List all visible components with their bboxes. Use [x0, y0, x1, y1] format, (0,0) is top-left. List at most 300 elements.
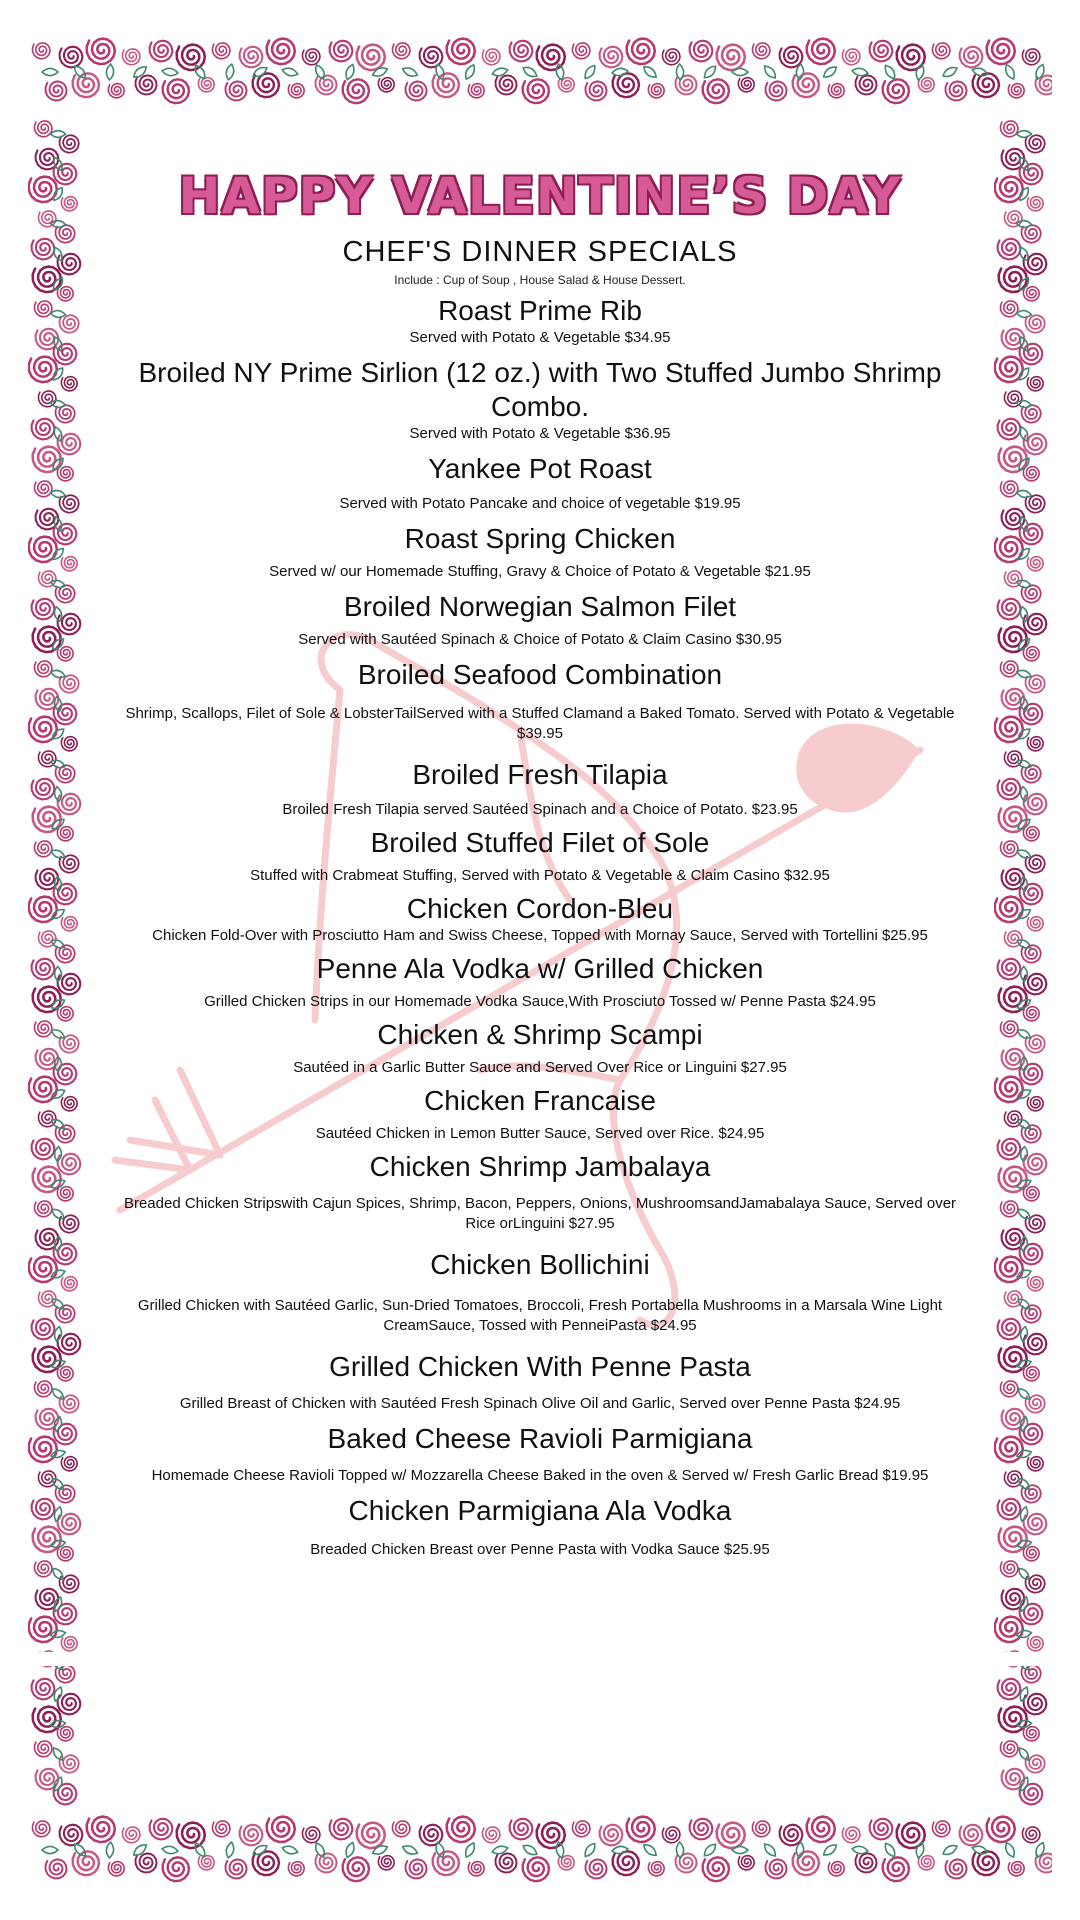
swirl-rose-icon	[766, 1859, 787, 1878]
menu-item	[100, 1494, 980, 1560]
swirl-rose-icon	[843, 1827, 861, 1843]
swirl-rose-icon	[57, 1187, 73, 1201]
menu-item-description: Served with Potato Pancake and choice of vegetable $19.95	[339, 495, 741, 512]
swirl-rose-icon	[1027, 197, 1043, 211]
swirl-rose-icon	[1023, 1827, 1041, 1843]
menu-item-name: Baked Cheese Ravioli Parmigiana	[327, 1423, 753, 1454]
leaf-icon	[1016, 1297, 1032, 1312]
swirl-rose-icon	[60, 47, 83, 68]
swirl-rose-icon	[60, 315, 79, 333]
swirl-rose-icon	[1027, 1637, 1043, 1651]
menu-item	[100, 1150, 980, 1234]
menu-item	[100, 892, 980, 946]
leaf-icon	[1016, 546, 1031, 561]
swirl-rose-icon	[1001, 661, 1019, 677]
swirl-rose-icon	[150, 1819, 173, 1840]
leaf-icon	[1016, 1207, 1032, 1221]
swirl-rose-icon	[703, 1857, 729, 1881]
swirl-rose-icon	[1027, 1097, 1043, 1111]
swirl-rose-icon	[330, 41, 353, 62]
swirl-rose-icon	[1027, 1457, 1043, 1471]
swirl-rose-icon	[54, 1064, 77, 1085]
swirl-rose-icon	[780, 47, 803, 68]
leaf-icon	[1034, 1841, 1046, 1859]
leaf-icon	[732, 68, 748, 75]
leaf-icon	[941, 65, 958, 79]
swirl-rose-icon	[447, 39, 475, 65]
swirl-rose-icon	[1023, 1547, 1039, 1561]
swirl-rose-icon	[433, 1851, 459, 1875]
swirl-rose-icon	[406, 1859, 427, 1878]
menu-item-name: Roast Prime Rib	[438, 295, 642, 326]
swirl-rose-icon	[35, 1201, 53, 1217]
leaf-icon	[1016, 220, 1031, 228]
swirl-rose-icon	[753, 43, 771, 59]
swirl-rose-icon	[1020, 1604, 1043, 1625]
menu-item-description: Served with Potato & Vegetable $36.95	[409, 425, 671, 442]
leaf-icon	[371, 66, 389, 79]
swirl-rose-icon	[600, 1825, 623, 1846]
swirl-rose-icon	[1001, 1561, 1019, 1577]
leaf-icon	[1016, 1566, 1031, 1582]
leaf-icon	[1016, 1178, 1032, 1190]
swirl-rose-icon	[267, 39, 295, 65]
swirl-rose-icon	[998, 779, 1021, 800]
menu-item	[100, 356, 980, 444]
swirl-rose-icon	[995, 1257, 1023, 1283]
menu-item-name: Broiled Seafood Combination	[357, 659, 723, 690]
menu-item	[100, 522, 980, 582]
leaf-icon	[51, 1746, 65, 1762]
swirl-rose-icon	[523, 1857, 549, 1881]
swirl-rose-icon	[32, 779, 55, 800]
leaf-icon	[702, 64, 718, 81]
swirl-rose-icon	[303, 1827, 321, 1843]
swirl-rose-icon	[357, 45, 385, 71]
swirl-rose-icon	[177, 1823, 205, 1849]
swirl-rose-icon	[627, 1817, 655, 1843]
swirl-rose-icon	[60, 135, 79, 153]
menu-item-description: Stuffed with Crabmeat Stuffing, Served with Potato & Vegetable & Claim Casino $32.95	[250, 867, 830, 884]
leaf-icon	[50, 1386, 66, 1401]
swirl-rose-icon	[357, 1823, 385, 1849]
rose-border-bottom	[28, 1806, 1052, 1892]
leaf-icon	[106, 64, 114, 80]
swirl-rose-icon	[1020, 1424, 1043, 1445]
swirl-rose-icon	[35, 841, 53, 857]
swirl-rose-icon	[54, 1604, 77, 1625]
menu-item	[100, 294, 980, 348]
swirl-rose-icon	[33, 1707, 61, 1733]
leaf-icon	[132, 1842, 149, 1858]
swirl-rose-icon	[32, 1499, 55, 1520]
rose-border-top	[28, 28, 1052, 114]
swirl-rose-icon	[613, 73, 639, 97]
swirl-rose-icon	[57, 1007, 73, 1021]
swirl-rose-icon	[918, 78, 934, 92]
leaf-icon	[50, 1476, 65, 1491]
leaf-icon	[51, 366, 66, 382]
swirl-rose-icon	[1026, 135, 1045, 153]
leaf-icon	[344, 1841, 356, 1858]
swirl-rose-icon	[987, 39, 1015, 65]
leaf-icon	[1016, 310, 1032, 318]
leaf-icon	[883, 1841, 898, 1858]
leaf-icon	[1034, 63, 1046, 81]
swirl-rose-icon	[1020, 884, 1043, 905]
swirl-rose-icon	[1026, 315, 1045, 333]
menu-item-description: Grilled Chicken with Sautéed Garlic, Sun-Dried Tomatoes, Broccoli, Fresh Portabella Mushrooms in a Marsala Wine Light CreamSauce, Tossed with PenneiPasta $24.95	[137, 1297, 943, 1334]
menu-item-name: Chicken & Shrimp Scampi	[377, 1019, 703, 1050]
menu-item-description: Breaded Chicken Stripswith Cajun Spices, Shrimp, Bacon, Peppers, Onions, MushroomsandJamabalaya Sauce, Served over Rice orLinguini $27.95	[123, 1195, 957, 1232]
swirl-rose-icon	[856, 1853, 877, 1872]
swirl-rose-icon	[1024, 254, 1047, 275]
swirl-rose-icon	[918, 1856, 934, 1870]
leaf-icon	[225, 63, 235, 80]
swirl-rose-icon	[1001, 1021, 1019, 1037]
leaf-icon	[463, 1841, 477, 1859]
swirl-rose-icon	[468, 1862, 484, 1876]
swirl-rose-icon	[483, 49, 501, 65]
swirl-rose-icon	[54, 1784, 77, 1805]
menu-item	[100, 952, 980, 1012]
swirl-rose-icon	[54, 1244, 77, 1265]
menu-item-name: Broiled NY Prime Sirlion (12 oz.) with Two Stuffed Jumbo Shrimp Combo.	[138, 357, 942, 422]
swirl-rose-icon	[1020, 1784, 1043, 1805]
menu-item-description: Chicken Fold-Over with Prosciutto Ham and Swiss Cheese, Topped with Mornay Sauce, Served with Tortellini $25.95	[152, 927, 928, 944]
swirl-rose-icon	[29, 177, 57, 203]
leaf-icon	[582, 1841, 597, 1858]
swirl-rose-icon	[32, 419, 55, 440]
swirl-rose-icon	[61, 1637, 77, 1651]
swirl-rose-icon	[57, 1547, 73, 1561]
swirl-rose-icon	[123, 49, 141, 65]
swirl-rose-icon	[150, 41, 173, 62]
leaf-icon	[1016, 1117, 1032, 1131]
menu-item	[100, 1422, 980, 1486]
menu-item-name: Roast Spring Chicken	[404, 523, 676, 554]
swirl-rose-icon	[1027, 377, 1043, 391]
swirl-rose-icon	[316, 75, 337, 94]
menu-item	[100, 758, 980, 820]
leaf-icon	[401, 1843, 419, 1856]
leaf-icon	[225, 1841, 235, 1858]
swirl-rose-icon	[1027, 1277, 1043, 1291]
swirl-rose-icon	[998, 239, 1021, 260]
leaf-icon	[555, 1841, 565, 1858]
swirl-rose-icon	[1001, 301, 1019, 317]
swirl-rose-icon	[61, 197, 77, 211]
swirl-rose-icon	[1001, 481, 1019, 497]
swirl-rose-icon	[1001, 121, 1019, 137]
leaf-icon	[281, 1844, 298, 1855]
leaf-icon	[582, 63, 597, 80]
leaf-icon	[1016, 1386, 1032, 1401]
swirl-rose-icon	[61, 737, 77, 751]
swirl-rose-icon	[1020, 1244, 1043, 1265]
menu-item-name: Grilled Chicken With Penne Pasta	[329, 1351, 751, 1382]
swirl-rose-icon	[57, 1727, 73, 1741]
leaf-icon	[1016, 1476, 1031, 1491]
leaf-icon	[50, 1178, 66, 1190]
swirl-rose-icon	[648, 84, 664, 98]
swirl-rose-icon	[406, 81, 427, 100]
swirl-rose-icon	[999, 267, 1027, 293]
leaf-icon	[313, 63, 327, 81]
swirl-rose-icon	[883, 79, 909, 103]
menu-item-name: Penne Ala Vodka w/ Grilled Chicken	[316, 953, 764, 984]
swirl-rose-icon	[998, 1499, 1021, 1520]
menu-items	[100, 294, 980, 1560]
swirl-rose-icon	[998, 1139, 1021, 1160]
menu-item-name: Broiled Fresh Tilapia	[412, 759, 668, 790]
menu-item	[100, 1248, 980, 1336]
menu-item-name: Yankee Pot Roast	[428, 453, 652, 484]
swirl-rose-icon	[1023, 287, 1039, 301]
swirl-rose-icon	[1001, 1741, 1019, 1757]
leaf-icon	[371, 1844, 389, 1857]
swirl-rose-icon	[198, 78, 214, 92]
swirl-rose-icon	[35, 121, 53, 137]
swirl-rose-icon	[690, 41, 713, 62]
leaf-icon	[50, 1027, 66, 1040]
swirl-rose-icon	[54, 344, 77, 365]
swirl-rose-icon	[663, 49, 681, 65]
swirl-rose-icon	[54, 884, 77, 905]
swirl-rose-icon	[600, 47, 623, 68]
leaf-icon	[1017, 1746, 1031, 1762]
swirl-rose-icon	[87, 39, 115, 65]
menu-item-name: Broiled Stuffed Filet of Sole	[370, 827, 710, 858]
leaf-icon	[555, 63, 565, 80]
swirl-rose-icon	[1023, 1007, 1039, 1021]
swirl-rose-icon	[1023, 1187, 1039, 1201]
leaf-icon	[1017, 366, 1032, 382]
swirl-rose-icon	[1023, 49, 1041, 65]
swirl-rose-icon	[973, 1851, 999, 1875]
swirl-rose-icon	[420, 47, 443, 68]
swirl-rose-icon	[29, 1437, 57, 1463]
swirl-rose-icon	[240, 1825, 263, 1846]
menu-item-name: Chicken Francaise	[424, 1085, 656, 1116]
menu-item-description: Sautéed in a Garlic Butter Sauce and Served Over Rice or Linguini $27.95	[293, 1059, 787, 1076]
swirl-rose-icon	[1020, 704, 1043, 725]
swirl-rose-icon	[378, 1856, 394, 1870]
swirl-rose-icon	[198, 1856, 214, 1870]
swirl-rose-icon	[828, 1862, 844, 1876]
swirl-rose-icon	[213, 1821, 231, 1837]
menu-item-description: Grilled Chicken Strips in our Homemade Vodka Sauce,With Prosciuto Tossed w/ Penne Pasta $24.95	[204, 993, 876, 1010]
swirl-rose-icon	[998, 419, 1021, 440]
swirl-rose-icon	[973, 73, 999, 97]
swirl-rose-icon	[136, 75, 157, 94]
swirl-rose-icon	[213, 43, 231, 59]
swirl-rose-icon	[240, 47, 263, 68]
swirl-rose-icon	[433, 73, 459, 97]
swirl-rose-icon	[856, 75, 877, 94]
swirl-rose-icon	[61, 377, 77, 391]
swirl-rose-icon	[58, 254, 81, 275]
swirl-rose-icon	[496, 1853, 517, 1872]
swirl-rose-icon	[343, 79, 369, 103]
menu-item-name: Chicken Parmigiana Ala Vodka	[348, 1495, 732, 1526]
leaf-icon	[106, 1842, 114, 1858]
swirl-rose-icon	[54, 1424, 77, 1445]
leaf-icon	[50, 220, 65, 228]
leaf-icon	[313, 1841, 327, 1859]
swirl-rose-icon	[87, 1817, 115, 1843]
swirl-rose-icon	[807, 1817, 835, 1843]
rose-border-right	[994, 114, 1052, 1806]
leaf-icon	[1003, 63, 1016, 81]
leaf-icon	[1003, 1841, 1016, 1859]
leaf-icon	[883, 63, 898, 80]
swirl-rose-icon	[163, 1857, 189, 1881]
menu-item-name: Chicken Bollichini	[430, 1249, 650, 1280]
swirl-rose-icon	[738, 1856, 754, 1870]
swirl-rose-icon	[32, 1679, 55, 1700]
includes-note: Include : Cup of Soup , House Salad & House Dessert.	[394, 273, 686, 287]
leaf-icon	[50, 546, 65, 561]
leaf-icon	[132, 64, 149, 80]
swirl-rose-icon	[57, 647, 73, 661]
swirl-rose-icon	[1020, 164, 1043, 185]
menu-item-description: Served with Potato & Vegetable $34.95	[409, 329, 671, 346]
swirl-rose-icon	[510, 41, 533, 62]
swirl-rose-icon	[226, 81, 247, 100]
swirl-rose-icon	[1027, 737, 1043, 751]
swirl-rose-icon	[1020, 524, 1043, 545]
swirl-rose-icon	[288, 84, 304, 98]
swirl-rose-icon	[420, 1825, 443, 1846]
swirl-rose-icon	[1005, 211, 1023, 227]
leaf-icon	[281, 66, 298, 77]
swirl-rose-icon	[690, 1819, 713, 1840]
swirl-rose-icon	[883, 1857, 909, 1881]
swirl-rose-icon	[108, 84, 124, 98]
leaf-icon	[1017, 131, 1032, 138]
swirl-rose-icon	[780, 1825, 803, 1846]
menu-item-name: Broiled Norwegian Salmon Filet	[343, 591, 737, 622]
swirl-rose-icon	[57, 1367, 73, 1381]
leaf-icon	[42, 1846, 58, 1853]
leaf-icon	[521, 65, 538, 80]
menu-item-name: Chicken Shrimp Jambalaya	[369, 1151, 711, 1182]
swirl-rose-icon	[870, 1819, 893, 1840]
swirl-rose-icon	[1027, 557, 1043, 571]
leaf-icon	[762, 1842, 778, 1859]
swirl-rose-icon	[60, 1395, 79, 1413]
swirl-rose-icon	[573, 43, 591, 59]
menu-item	[100, 1350, 980, 1414]
swirl-rose-icon	[1008, 84, 1024, 98]
swirl-rose-icon	[35, 481, 53, 497]
swirl-rose-icon	[995, 177, 1023, 203]
menu-item	[100, 826, 980, 886]
swirl-rose-icon	[32, 599, 55, 620]
swirl-rose-icon	[447, 1817, 475, 1843]
swirl-rose-icon	[57, 827, 73, 841]
swirl-rose-icon	[57, 467, 73, 481]
swirl-rose-icon	[933, 1821, 951, 1837]
swirl-rose-icon	[717, 1823, 745, 1849]
swirl-rose-icon	[33, 1821, 51, 1837]
leaf-icon	[401, 65, 419, 78]
swirl-rose-icon	[108, 1862, 124, 1876]
leaf-icon	[51, 131, 66, 138]
menu-item-description: Served w/ our Homemade Stuffing, Gravy & Choice of Potato & Vegetable $21.95	[269, 563, 811, 580]
swirl-rose-icon	[1001, 1201, 1019, 1217]
swirl-rose-icon	[303, 49, 321, 65]
menu-item-description: Homemade Cheese Ravioli Topped w/ Mozzarella Cheese Baked in the oven & Served w/ Fresh Garlic Bread $19.95	[151, 1467, 929, 1484]
leaf-icon	[162, 67, 179, 76]
swirl-rose-icon	[1020, 344, 1043, 365]
swirl-rose-icon	[35, 1381, 53, 1397]
swirl-rose-icon	[828, 84, 844, 98]
swirl-rose-icon	[29, 1257, 57, 1283]
swirl-rose-icon	[998, 599, 1021, 620]
menu-content	[100, 160, 980, 1560]
menu-item-name: Chicken Cordon-Bleu	[406, 893, 674, 924]
swirl-rose-icon	[35, 1021, 53, 1037]
swirl-rose-icon	[1001, 841, 1019, 857]
menu-item-description: Served with Sautéed Spinach & Choice of Potato & Claim Casino $30.95	[298, 631, 782, 648]
leaf-icon	[463, 63, 477, 81]
swirl-rose-icon	[32, 1139, 55, 1160]
leaf-icon	[1016, 1027, 1032, 1040]
swirl-rose-icon	[999, 1707, 1027, 1733]
swirl-rose-icon	[226, 1859, 247, 1878]
swirl-rose-icon	[60, 1825, 83, 1846]
swirl-rose-icon	[995, 1437, 1023, 1463]
leaf-icon	[642, 1842, 659, 1858]
menu-item-description: Grilled Breast of Chicken with Sautéed Fresh Spinach Olive Oil and Garlic, Served over Penne Pasta $24.95	[179, 1395, 901, 1412]
swirl-rose-icon	[717, 45, 745, 71]
swirl-rose-icon	[33, 267, 61, 293]
swirl-rose-icon	[32, 239, 55, 260]
swirl-rose-icon	[703, 79, 729, 103]
menu-item	[100, 590, 980, 650]
swirl-rose-icon	[573, 1821, 591, 1837]
swirl-rose-icon	[32, 959, 55, 980]
swirl-rose-icon	[39, 391, 57, 407]
leaf-icon	[732, 1846, 748, 1853]
leaf-icon	[344, 63, 356, 80]
leaf-icon	[702, 1842, 718, 1859]
swirl-rose-icon	[61, 917, 77, 931]
swirl-rose-icon	[987, 1817, 1015, 1843]
swirl-rose-icon	[1023, 1367, 1039, 1381]
swirl-rose-icon	[897, 45, 925, 71]
swirl-rose-icon	[1026, 1395, 1045, 1413]
swirl-rose-icon	[523, 79, 549, 103]
swirl-rose-icon	[1023, 827, 1039, 841]
leaf-icon	[50, 1207, 66, 1221]
swirl-rose-icon	[738, 78, 754, 92]
swirl-rose-icon	[39, 211, 57, 227]
leaf-icon	[50, 310, 66, 318]
leaf-icon	[642, 64, 659, 80]
leaf-icon	[821, 64, 838, 80]
menu-item-description: Breaded Chicken Breast over Penne Pasta with Vodka Sauce $25.95	[310, 1541, 770, 1558]
swirl-rose-icon	[35, 1741, 53, 1757]
swirl-rose-icon	[177, 45, 205, 71]
swirl-rose-icon	[54, 164, 77, 185]
swirl-rose-icon	[61, 1097, 77, 1111]
swirl-rose-icon	[46, 81, 67, 100]
border-gap	[28, 1652, 1052, 1666]
swirl-rose-icon	[1023, 467, 1039, 481]
